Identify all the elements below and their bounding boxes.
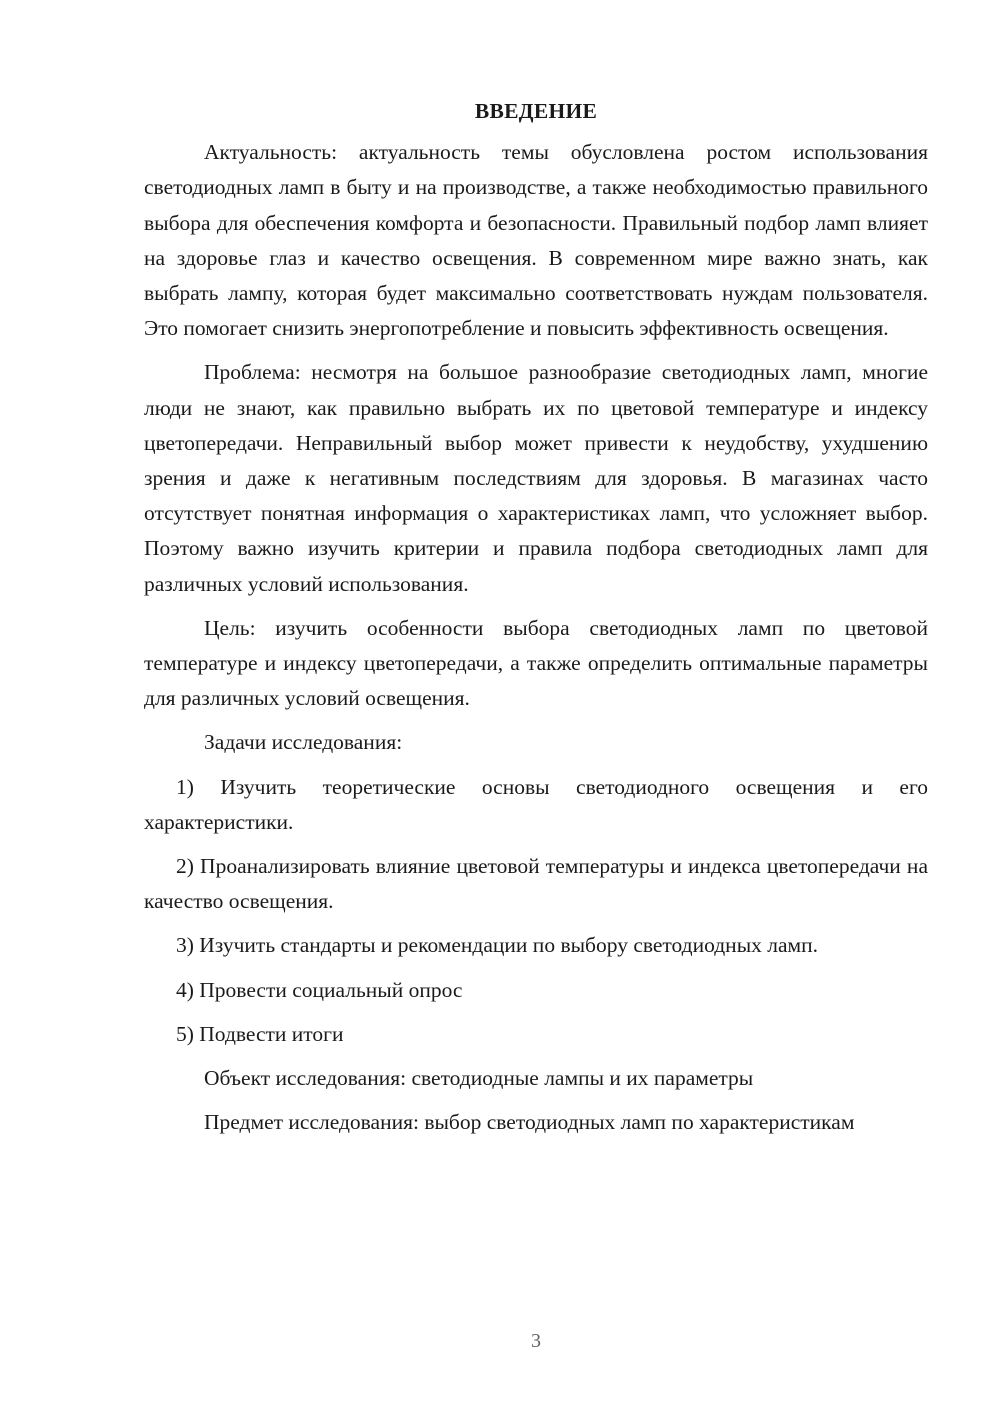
task-item-3: 3) Изучить стандарты и рекомендации по выбору светодиодных ламп. bbox=[176, 933, 819, 958]
relevance-paragraph: Актуальность: актуальность темы обусловлена ростом использования светодиодных ламп в быту и на производстве, а также необходимостью правильного выбора для обеспечения комфорта и безопасности. Правильный подбор ламп влияет на здоровье глаз и качество освещения. В современном мире важно знать, как выбрать лампу, которая будет максимально соответствовать нуждам пользователя. Это помогает снизить энергопотребление и повысить эффективность освещения. bbox=[144, 140, 928, 341]
task-item-4: 4) Провести социальный опрос bbox=[176, 977, 463, 1002]
tasks-heading: Задачи исследования: bbox=[204, 730, 403, 755]
goal-paragraph: Цель: изучить особенности выбора светодиодных ламп по цветовой температуре и индексу цветопередачи, а также определить оптимальные параметры для различных условий освещения. bbox=[144, 615, 928, 711]
problem-paragraph: Проблема: несмотря на большое разнообразие светодиодных ламп, многие люди не знают, как правильно выбрать их по цветовой температуре и индексу цветопередачи. Неправильный выбор может привести к неудобству, ухудшению зрения и даже к негативным последствиям для здоровья. В магазинах часто отсутствует понятная информация о характеристиках ламп, что усложняет выбор. Поэтому важно изучить критерии и правила подбора светодиодных ламп для различных условий использования. bbox=[144, 360, 928, 596]
task-item-5: 5) Подвести итоги bbox=[176, 1021, 344, 1046]
research-subject: Предмет исследования: выбор светодиодных ламп по характеристикам bbox=[204, 1110, 855, 1135]
page-title: ВВЕДЕНИЕ bbox=[474, 99, 598, 123]
page-number: 3 bbox=[531, 1330, 541, 1352]
task-item-1: 1) Изучить теоретические основы светодиодного освещения и его характеристики. bbox=[144, 774, 928, 834]
research-object: Объект исследования: светодиодные лампы и их параметры bbox=[204, 1066, 754, 1091]
task-item-2: 2) Проанализировать влияние цветовой температуры и индекса цветопередачи на качество освещения. bbox=[144, 854, 928, 914]
page-content bbox=[144, 94, 928, 1149]
